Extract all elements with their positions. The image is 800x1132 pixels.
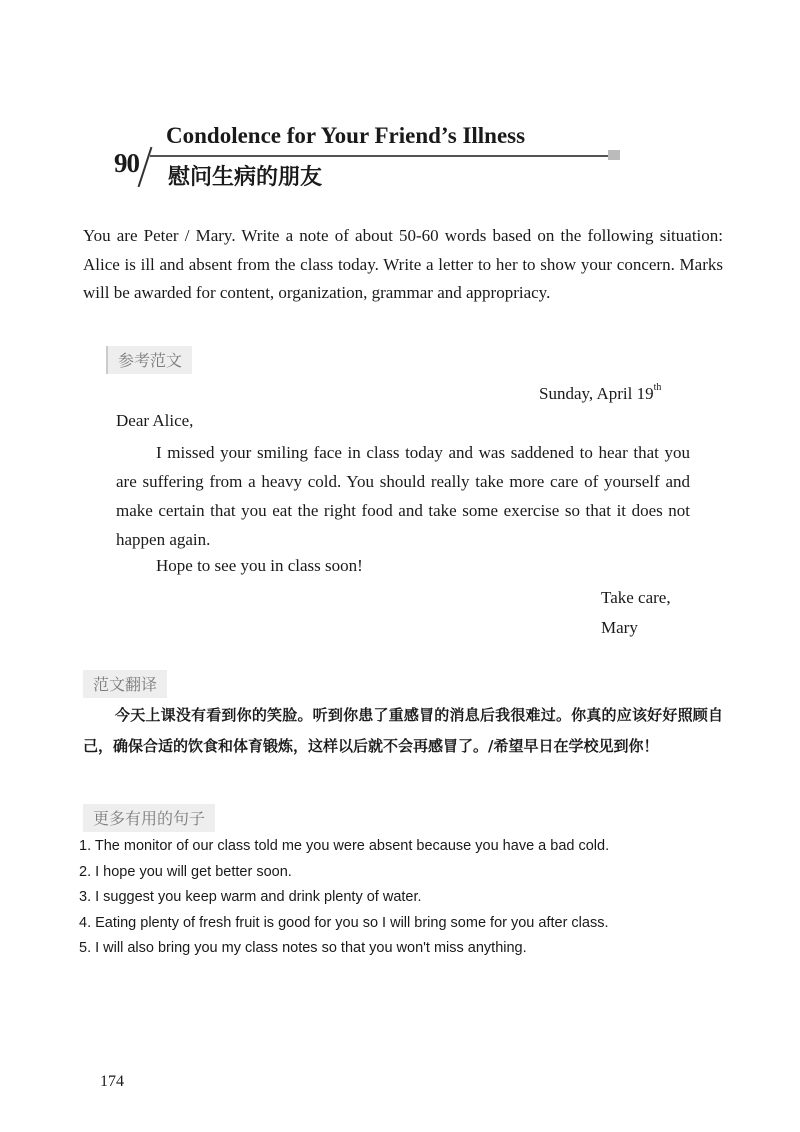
letter-date-main: Sunday, April 19: [539, 384, 654, 403]
header-rule: [150, 155, 610, 157]
useful-sentences-list: [79, 834, 739, 962]
letter-salutation: Dear Alice,: [116, 411, 194, 430]
letter-date-suffix: th: [653, 382, 662, 393]
list-item: 4. Eating plenty of fresh fruit is good for you so I will bring some for you after class.: [79, 914, 609, 931]
letter-closing: [601, 583, 671, 643]
letter-date: [539, 382, 661, 404]
letter-signature: Mary: [601, 618, 638, 637]
letter-closing-phrase: Take care,: [601, 588, 671, 607]
section-label-more-sentences: 更多有用的句子: [83, 804, 215, 832]
chinese-translation: 今天上课没有看到你的笑脸。听到你患了重感冒的消息后我很难过。你真的应该好好照顾自己，确保合适的饮食和体育锻炼，这样以后就不会再感冒了。/希望早日在学校见到你！: [83, 706, 723, 755]
letter-body: I missed your smiling face in class today and was saddened to hear that you are suffering from a heavy cold. You should really take more care of yourself and make certain that you eat the right food and take some exercise so that it does not happen again.: [116, 443, 690, 549]
list-item: 5. I will also bring you my class notes so that you won't miss anything.: [79, 940, 527, 956]
task-instructions: You are Peter / Mary. Write a note of about 50-60 words based on the following situation: Alice is ill and absent from the class today. Write a letter to her to show your concern. Marks will be awarded for content, organization, grammar and appropriacy.: [83, 226, 723, 302]
list-item: 3. I suggest you keep warm and drink plenty of water.: [79, 889, 422, 905]
list-item: 2. I hope you will get better soon.: [79, 863, 292, 880]
section-label-translation: 范文翻译: [83, 670, 167, 698]
title-english: Condolence for Your Friend’s Illness: [166, 123, 526, 148]
lesson-number: 90: [114, 148, 139, 178]
letter-hope-line: Hope to see you in class soon!: [156, 556, 363, 575]
header-rule-end-marker: [608, 150, 620, 160]
header-slash-divider: [138, 147, 153, 188]
page-number: 174: [100, 1073, 124, 1090]
list-item: 1. The monitor of our class told me you were absent because you have a bad cold.: [79, 838, 610, 854]
title-chinese: 慰问生病的朋友: [168, 165, 323, 190]
section-label-reference: 参考范文: [106, 346, 192, 374]
